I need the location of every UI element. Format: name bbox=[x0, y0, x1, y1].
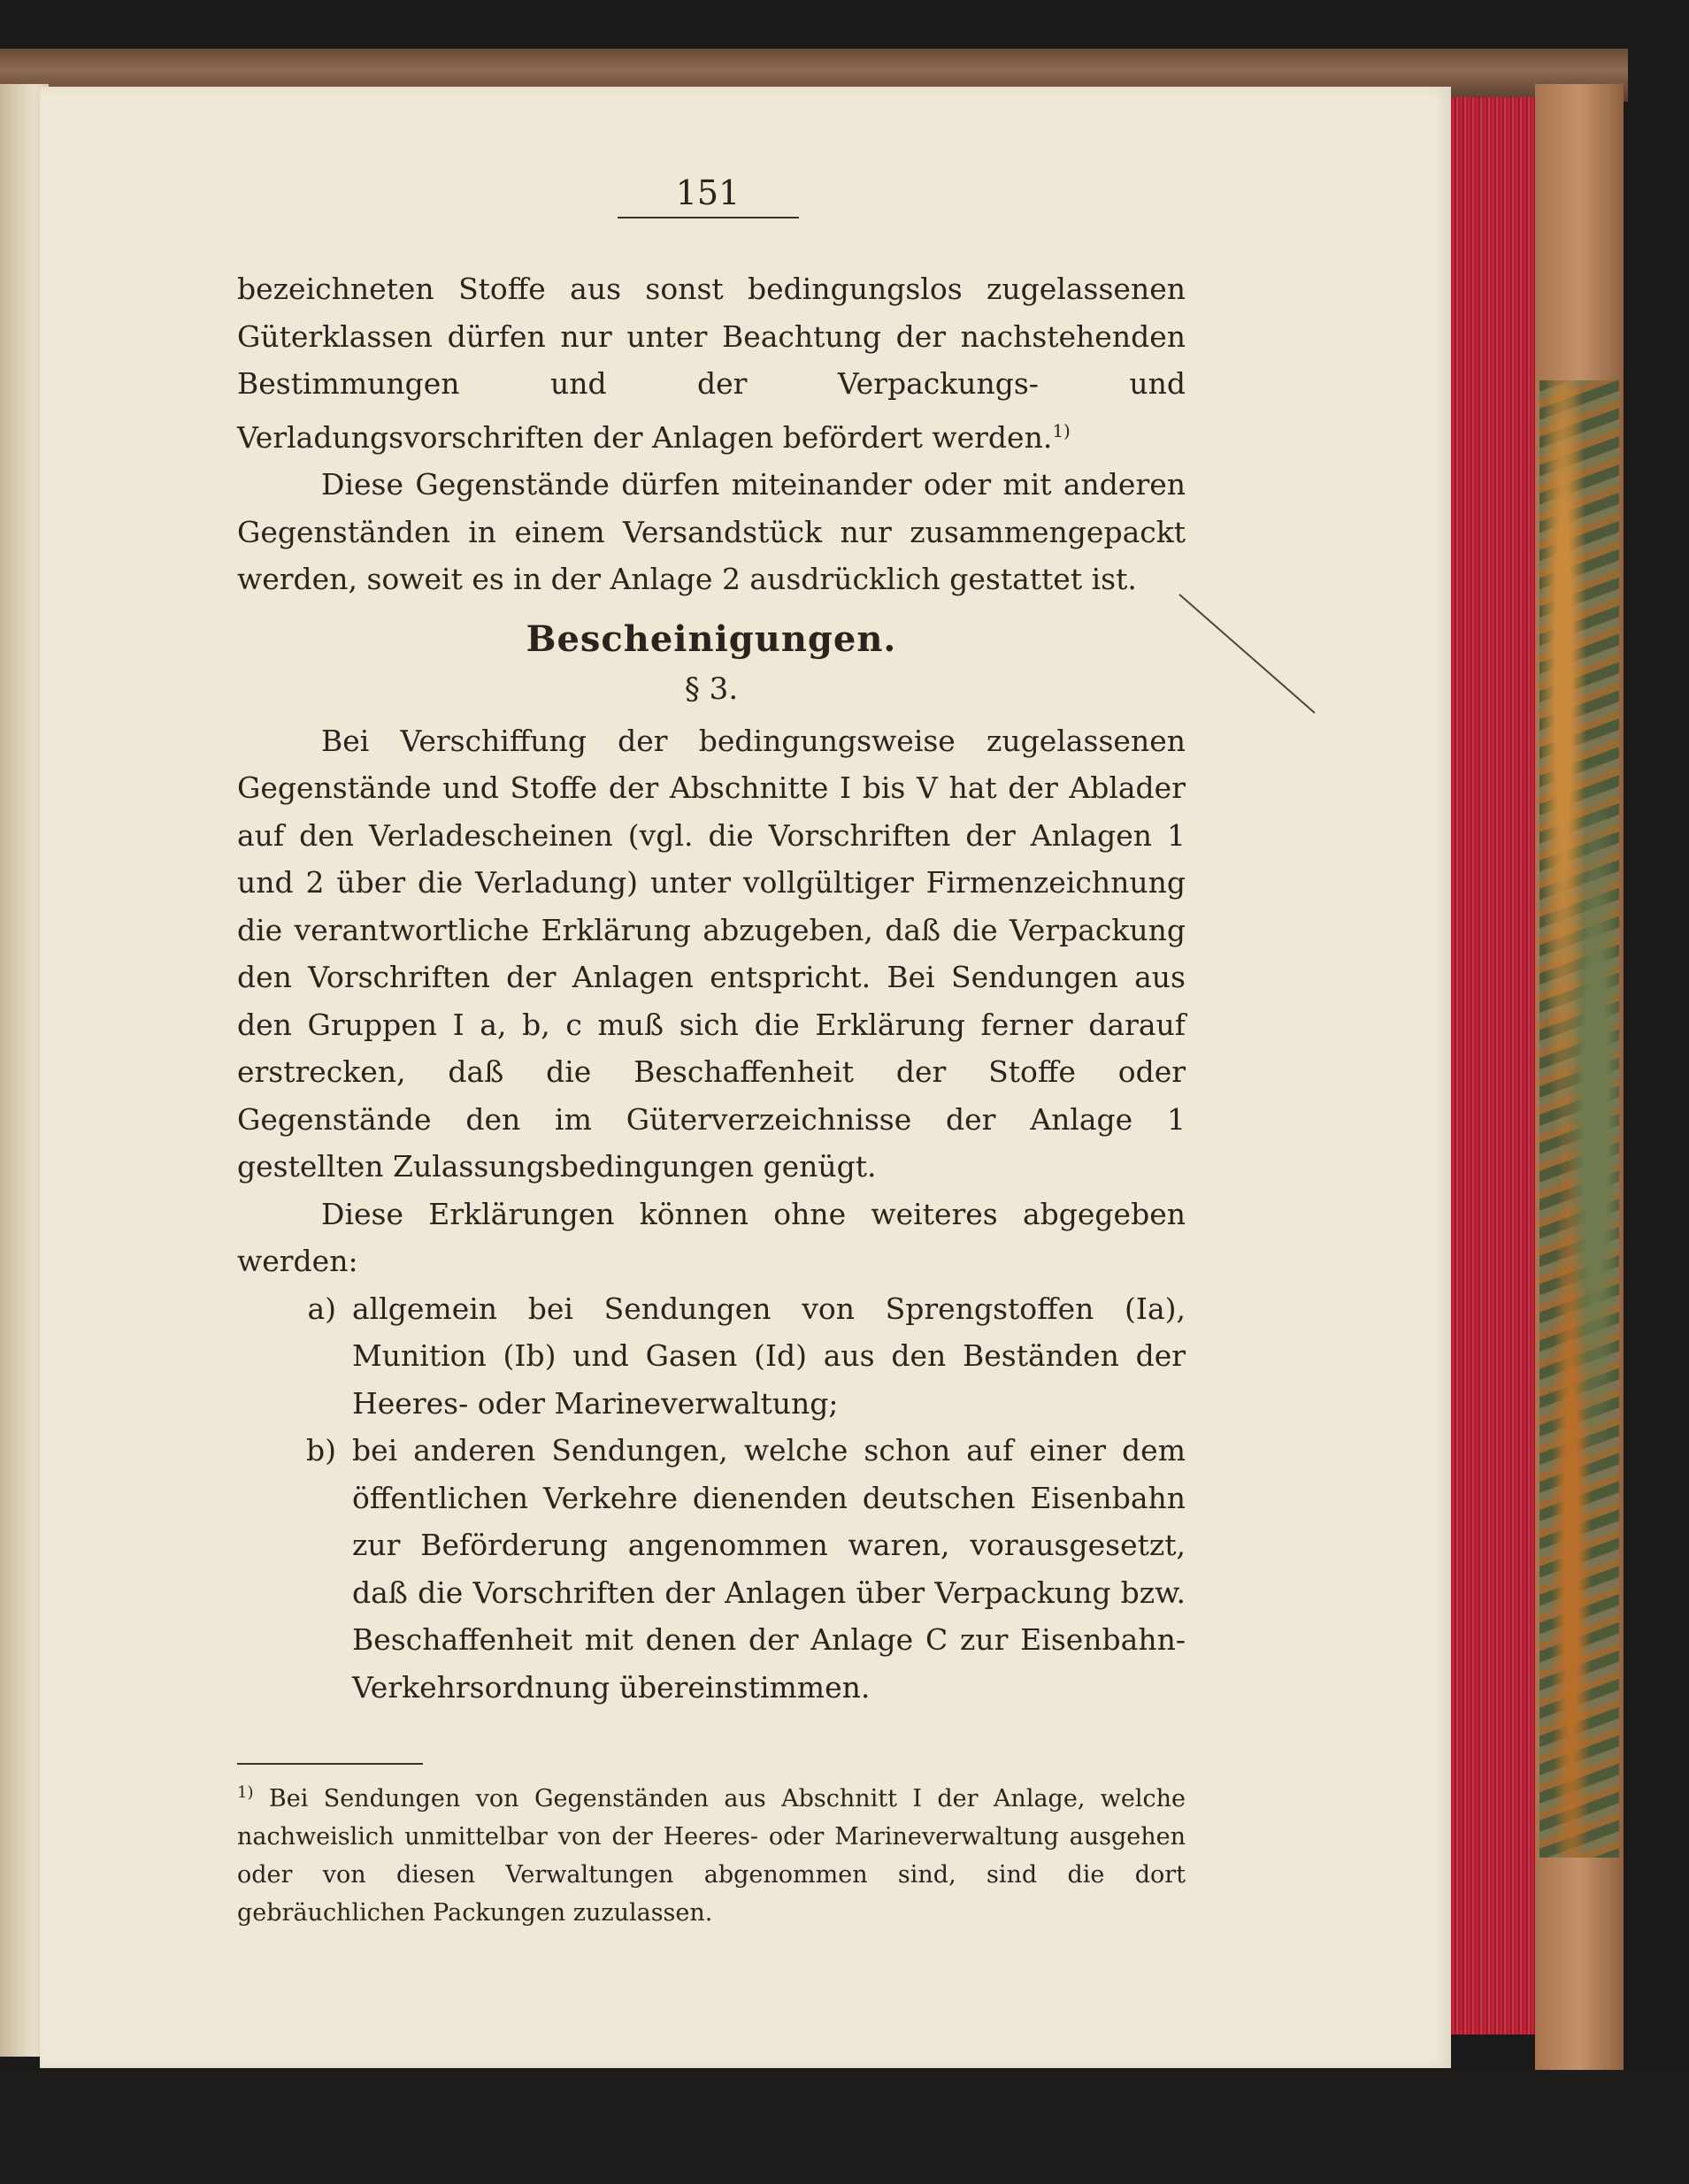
paragraph: Diese Erklärungen können ohne weiteres abgegeben werden: bbox=[237, 1196, 1186, 1278]
background-shadow bbox=[0, 2070, 1689, 2184]
footnote-rule bbox=[237, 1763, 423, 1765]
page-number-rule bbox=[618, 217, 799, 218]
section-heading: Bescheinigungen. bbox=[526, 617, 897, 660]
paragraph: Diese Gegenstände dürfen miteinander oder mit anderen Gegenständen in einem Versandstück nur zusammengepackt werden, soweit es in der Anlage 2 ausdrücklich gestattet ist. bbox=[237, 467, 1186, 596]
list-item-text: bei anderen Sendungen, welche schon auf einer dem öffentlichen Verkehre dienenden deutschen Eisenbahn zur Beförderung angenommen waren, vorausgesetzt, daß die Vorschriften der Anlagen über Verpackung bzw. Beschaffenheit mit denen der Anlage C zur Eisenbahn-Verkehrsordnung übereinstimmen. bbox=[352, 1433, 1186, 1705]
page-number: 151 bbox=[675, 173, 741, 212]
footnote-number: 1) bbox=[237, 1783, 254, 1802]
body-text bbox=[237, 265, 1186, 1711]
list-item bbox=[237, 1285, 1186, 1428]
list-item-text: allgemein bei Sendungen von Sprengstoffen (Ia), Munition (Ib) und Gasen (Id) aus den Beständen der Heeres- oder Marineverwaltung; bbox=[352, 1291, 1186, 1421]
marbled-cover bbox=[1539, 380, 1619, 1858]
list-marker: a) bbox=[307, 1291, 336, 1326]
pencil-stroke bbox=[1178, 593, 1319, 717]
paragraph: Bei Verschiffung der bedingungsweise zugelassenen Gegenstände und Stoffe der Abschnitte I bis V hat der Ablader auf den Verladescheinen (vgl. die Vorschriften der Anlagen 1 und 2 über die Verladung) unter vollgültiger Firmenzeichnung die verantwortliche Erklärung abzugeben, daß die Verpackung den Vorschriften der Anlagen entspricht. Bei Sendungen aus den Gruppen I a, b, c muß sich die Erklärung ferner darauf erstrecken, daß die Beschaffenheit der Stoffe oder Gegenstände den im Güterverzeichnisse der Anlage 1 gestellten Zulassungsbedingungen genügt. bbox=[237, 723, 1186, 1184]
footnote-reference[interactable]: 1) bbox=[1052, 419, 1071, 441]
list-marker: b) bbox=[306, 1433, 336, 1467]
red-page-edges bbox=[1451, 97, 1535, 2035]
section-number: § 3. bbox=[684, 671, 739, 707]
list-item bbox=[237, 1427, 1186, 1711]
footnote-text: Bei Sendungen von Gegenständen aus Abschnitt I der Anlage, welche nachweislich unmittelbar von der Heeres- oder Marineverwaltung ausgehen oder von diesen Verwaltungen abgenommen sind, sind die dort gebräuchlichen Packungen zuzulassen. bbox=[237, 1785, 1186, 1927]
footnote bbox=[237, 1774, 1186, 1932]
paragraph-continuation: bezeichneten Stoffe aus sonst bedingungslos zugelassenen Güterklassen dürfen nur unter Beachtung der nachstehenden Bestimmungen und der Verpackungs- und Verladungsvorschriften der Anlagen befördert werden.$^{1)}$ bbox=[237, 272, 1186, 455]
